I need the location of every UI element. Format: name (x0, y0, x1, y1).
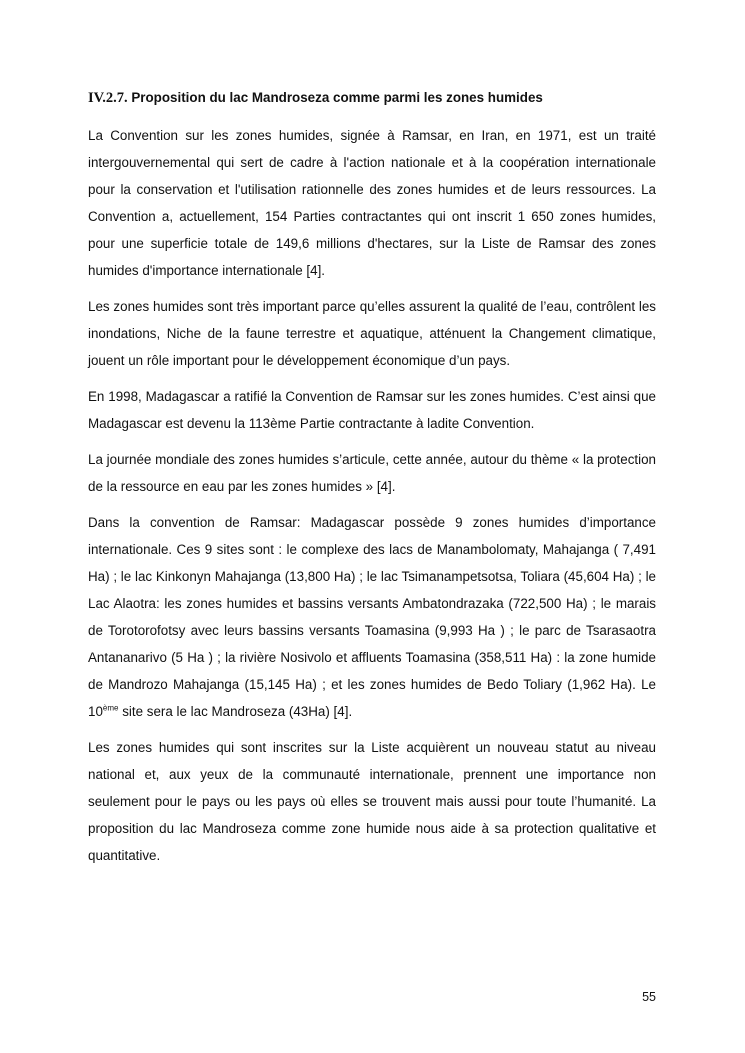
ordinal-superscript: ème (102, 703, 119, 713)
ramsar-sites-text: Dans la convention de Ramsar: Madagascar possède 9 zones humides d’importance internationale. Ces 9 sites sont : le complexe des lacs de Manambolomaty, Mahajanga ( 7,491 Ha) ; le lac Kinkonyn Mahajanga (13,800 Ha) ; le lac Tsimanampetsotsa, Toliara (45,604 Ha) ; le Lac Alaotra: les zones humides et bassins versants Ambatondrazaka (722,500 Ha) ; le marais de Torotorofotsy avec leurs bassins versants Toamasina (9,993 Ha ) ; le parc de Tsarasaotra Antananarivo (5 Ha ) ; la rivière Nosivolo et affluents Toamasina (358,511 Ha) : la zone humide de Mandrozo Mahajanga (15,145 Ha) ; et les zones humides de Bedo Toliary (1,962 Ha). Le 10 (88, 515, 656, 719)
paragraph-ramsar-convention: La Convention sur les zones humides, signée à Ramsar, en Iran, en 1971, est un traité intergouvernemental qui sert de cadre à l'action nationale et à la coopération internationale pour la conservation et l'utilisation rationnelle des zones humides et de leurs ressources. La Convention a, actuellement, 154 Parties contractantes qui ont inscrit 1 650 zones humides, pour une superficie totale de 149,6 millions d'hectares, sur la Liste de Ramsar des zones humides d'importance internationale [4]. (88, 128, 656, 278)
paragraph-madagascar-ratification: En 1998, Madagascar a ratifié la Convention de Ramsar sur les zones humides. C’est ainsi que Madagascar est devenu la 113ème Partie contractante à ladite Convention. (88, 389, 656, 431)
section-heading (88, 88, 656, 108)
paragraph-ramsar-sites (88, 509, 656, 725)
paragraph-listing-benefits: Les zones humides qui sont inscrites sur la Liste acquièrent un nouveau statut au niveau national et, aux yeux de la communauté internationale, prennent une importance non seulement pour le pays ou les pays où elles se trouvent mais aussi pour toute l’humanité. La proposition du lac Mandroseza comme zone humide nous aide à sa protection qualitative et quantitative. (88, 740, 656, 863)
paragraph-world-wetlands-day: La journée mondiale des zones humides s’articule, cette année, autour du thème « la protection de la ressource en eau par les zones humides » [4]. (88, 452, 656, 494)
section-number: IV.2.7. (88, 90, 128, 106)
paragraph-wetland-importance: Les zones humides sont très important parce qu’elles assurent la qualité de l’eau, contrôlent les inondations, Niche de la faune terrestre et aquatique, atténuent la Changement climatique, jouent un rôle important pour le développement économique d’un pays. (88, 299, 656, 368)
document-page (88, 88, 656, 869)
section-title: Proposition du lac Mandroseza comme parmi les zones humides (131, 90, 543, 105)
page-number: 55 (642, 990, 656, 1004)
ramsar-sites-tail: site sera le lac Mandroseza (43Ha) [4]. (118, 704, 353, 719)
